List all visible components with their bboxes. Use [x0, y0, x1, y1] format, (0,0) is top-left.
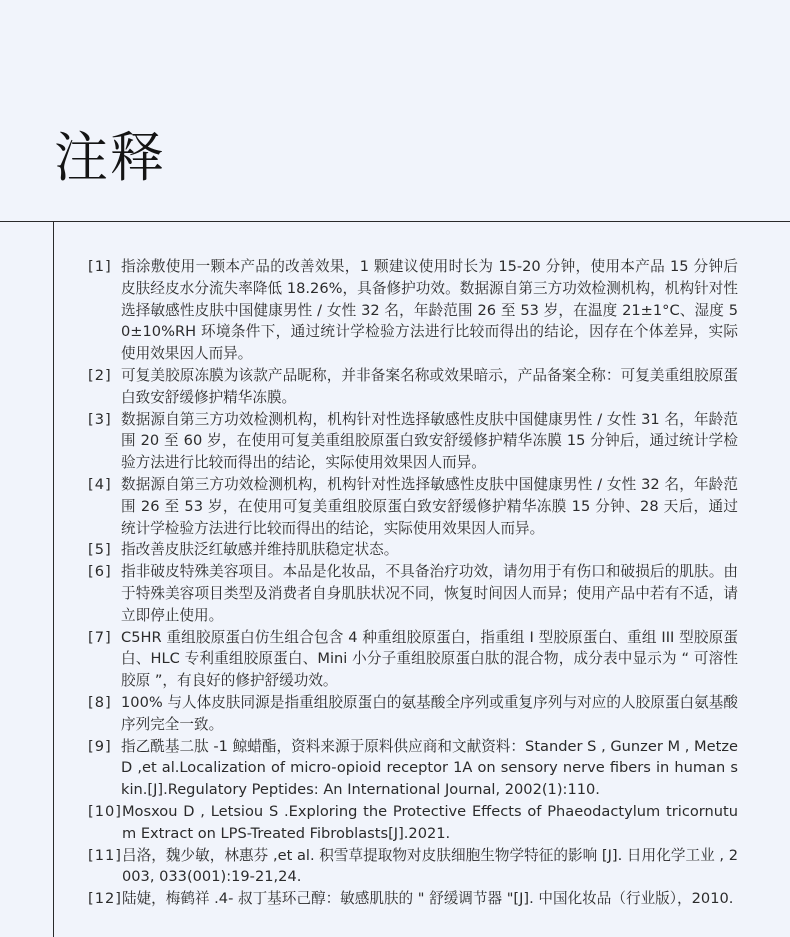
note-item — [88, 474, 738, 539]
note-number: [7] — [88, 628, 112, 646]
note-text: 100% 与人体皮肤同源是指重组胶原蛋白的氨基酸全序列或重复序列与对应的人胶原蛋白氨基酸序列完全一致。 — [121, 693, 738, 733]
note-number: [1] — [88, 258, 112, 275]
note-number: [5] — [88, 541, 112, 559]
note-item — [88, 365, 738, 409]
note-text: 指乙酰基二肽 -1 鲸蜡酯，资料来源于原料供应商和文献资料：Stander S , Gunzer M , Metze D ,et al.Localization of micro-opioid receptor 1A on sensory nerve fibers in human skin.[J].Regulatory Peptides: An International Journal, 2002(1):110. — [121, 737, 738, 799]
note-text: 数据源自第三方功效检测机构，机构针对性选择敏感性皮肤中国健康男性 / 女性 31 名，年龄范围 20 至 60 岁，在使用可复美重组胶原蛋白致安舒缓修护精华冻膜 15 分钟后，通过统计学检验方法进行比较而得出的结论，实际使用效果因人而异。 — [121, 410, 738, 472]
note-number: [10] — [88, 802, 122, 820]
note-item — [88, 692, 738, 736]
note-text: 陆婕，梅鹤祥 .4- 叔丁基环己醇：敏感肌肤的 " 舒缓调节器 "[J]. 中国化妆品（行业版），2010. — [121, 890, 734, 908]
horizontal-divider — [0, 221, 790, 222]
note-item — [88, 539, 738, 561]
note-number: [2] — [88, 366, 112, 384]
note-text: 可复美胶原冻膜为该款产品昵称，并非备案名称或效果暗示，产品备案全称：可复美重组胶原蛋白致安舒缓修护精华冻膜。 — [121, 366, 738, 406]
page-title: 注释 — [54, 126, 166, 189]
note-text: 数据源自第三方功效检测机构，机构针对性选择敏感性皮肤中国健康男性 / 女性 32 名，年龄范围 26 至 53 岁，在使用可复美重组胶原蛋白致安舒缓修护精华冻膜 15 分钟、28 天后，通过统计学检验方法进行比较而得出的结论，实际使用效果因人而异。 — [121, 475, 738, 537]
note-text: 指改善皮肤泛红敏感并维持肌肤稳定状态。 — [121, 541, 399, 559]
notes-list — [88, 256, 738, 910]
note-text: 指非破皮特殊美容项目。本品是化妆品，不具备治疗功效，请勿用于有伤口和破损后的肌肤。由于特殊美容项目类型及消费者自身肌肤状况不同，恢复时间因人而异；使用产品中若有不适，请立即停止使用。 — [121, 563, 738, 624]
note-item — [88, 256, 738, 365]
note-number: [11] — [88, 846, 122, 864]
note-number: [12] — [88, 890, 122, 908]
note-item — [88, 561, 738, 626]
note-text: Mosxou D , Letsiou S .Exploring the Protective Effects of Phaeodactylum tricornutum Extract on LPS-Treated Fibroblasts[J].2021. — [121, 802, 738, 842]
note-number: [3] — [88, 410, 112, 428]
note-item — [88, 801, 738, 845]
note-item — [88, 627, 738, 692]
note-item — [88, 888, 738, 910]
note-item — [88, 409, 738, 474]
note-text: 吕洛，魏少敏，林惠芬 ,et al. 积雪草提取物对皮肤细胞生物学特征的影响 [J]. 日用化学工业 , 2003, 033(001):19-21,24. — [121, 846, 738, 886]
note-number: [9] — [88, 737, 112, 755]
note-item — [88, 736, 738, 801]
note-number: [8] — [88, 693, 112, 711]
note-item — [88, 845, 738, 889]
note-number: [4] — [88, 475, 112, 493]
vertical-divider — [53, 221, 54, 937]
note-text: 指涂敷使用一颗本产品的改善效果，1 颗建议使用时长为 15-20 分钟，使用本产品 15 分钟后皮肤经皮水分流失率降低 18.26%，具备修护功效。数据源自第三方功效检测机构，机构针对性选择敏感性皮肤中国健康男性 / 女性 32 名，年龄范围 26 至 53 岁，在温度 21±1°C、湿度 50±10%RH 环境条件下，通过统计学检验方法进行比较而得出的结论，因存在个体差异，实际使用效果因人而异。 — [121, 258, 738, 363]
note-number: [6] — [88, 563, 112, 581]
note-text: C5HR 重组胶原蛋白仿生组合包含 4 种重组胶原蛋白，指重组 I 型胶原蛋白、重组 III 型胶原蛋白、HLC 专利重组胶原蛋白、Mini 小分子重组胶原蛋白肽的混合物，成分表中显示为 “ 可溶性胶原 ”，有良好的修护舒缓功效。 — [121, 628, 738, 690]
